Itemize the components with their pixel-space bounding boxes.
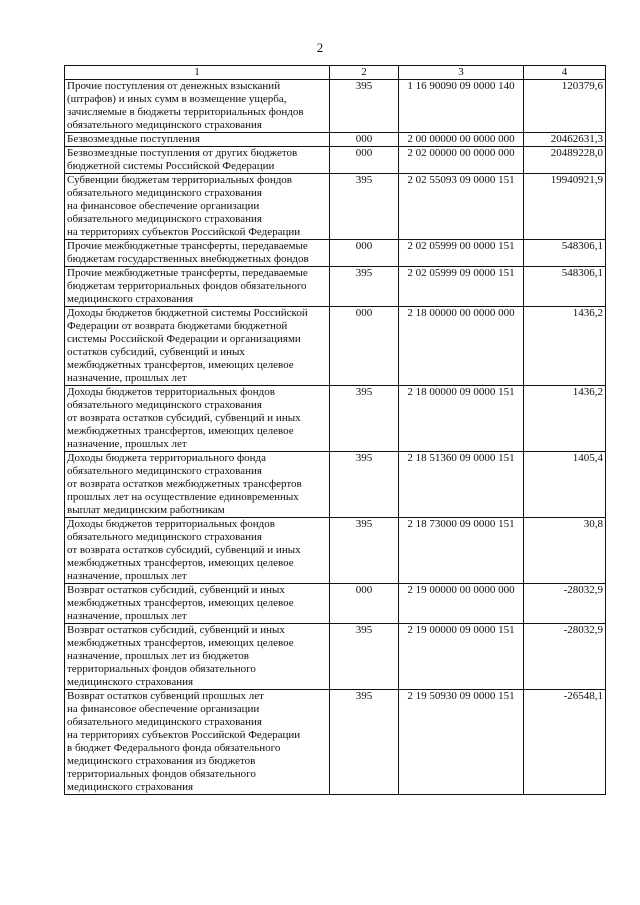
- amount-cell: -28032,9: [524, 624, 606, 690]
- table-row: [65, 147, 606, 174]
- admin-code-cell: 395: [330, 386, 399, 452]
- amount-cell: 120379,6: [524, 80, 606, 133]
- admin-code-cell: 395: [330, 452, 399, 518]
- admin-code-cell: 000: [330, 584, 399, 624]
- column-header: 3: [399, 66, 524, 80]
- budget-classification-code-cell: 2 00 00000 00 0000 000: [399, 133, 524, 147]
- table-header-row: [65, 66, 606, 80]
- amount-cell: 19940921,9: [524, 174, 606, 240]
- column-header: 2: [330, 66, 399, 80]
- budget-classification-code-cell: 2 19 50930 09 0000 151: [399, 690, 524, 795]
- budget-classification-code-cell: 2 02 05999 00 0000 151: [399, 240, 524, 267]
- amount-cell: 1436,2: [524, 386, 606, 452]
- table-row: [65, 624, 606, 690]
- admin-code-cell: 000: [330, 133, 399, 147]
- budget-classification-code-cell: 2 19 00000 09 0000 151: [399, 624, 524, 690]
- admin-code-cell: 395: [330, 624, 399, 690]
- revenue-name-cell: Возврат остатков субсидий, субвенций и иных межбюджетных трансфертов, имеющих целевое назначение, прошлых лет из бюджетов территориальных фондов обязательного медицинского страхования: [65, 624, 330, 690]
- table-row: [65, 386, 606, 452]
- revenue-name-cell: Прочие поступления от денежных взысканий (штрафов) и иных сумм в возмещение ущерба, зачисляемые в бюджеты территориальных фондов обязательного медицинского страхования: [65, 80, 330, 133]
- revenue-name-cell: Доходы бюджета территориального фонда обязательного медицинского страхования от возврата остатков межбюджетных трансфертов прошлых лет на осуществление единовременных выплат медицинским работникам: [65, 452, 330, 518]
- admin-code-cell: 000: [330, 147, 399, 174]
- admin-code-cell: 395: [330, 690, 399, 795]
- amount-cell: 1405,4: [524, 452, 606, 518]
- table-row: [65, 690, 606, 795]
- amount-cell: 548306,1: [524, 240, 606, 267]
- revenue-name-cell: Прочие межбюджетные трансферты, передаваемые бюджетам государственных внебюджетных фондов: [65, 240, 330, 267]
- budget-classification-code-cell: 2 18 73000 09 0000 151: [399, 518, 524, 584]
- budget-classification-code-cell: 2 02 00000 00 0000 000: [399, 147, 524, 174]
- revenue-name-cell: Прочие межбюджетные трансферты, передаваемые бюджетам территориальных фондов обязательного медицинского страхования: [65, 267, 330, 307]
- table-row: [65, 80, 606, 133]
- revenue-name-cell: Субвенции бюджетам территориальных фондов обязательного медицинского страхования на финансовое обеспечение организации обязательного медицинского страхования на территориях субъектов Российской Федерации: [65, 174, 330, 240]
- budget-classification-code-cell: 2 19 00000 00 0000 000: [399, 584, 524, 624]
- table-row: [65, 267, 606, 307]
- table-row: [65, 240, 606, 267]
- budget-classification-code-cell: 2 18 51360 09 0000 151: [399, 452, 524, 518]
- revenue-name-cell: Доходы бюджетов территориальных фондов обязательного медицинского страхования от возврата остатков субсидий, субвенций и иных межбюджетных трансфертов, имеющих целевое назначение, прошлых лет: [65, 518, 330, 584]
- admin-code-cell: 395: [330, 80, 399, 133]
- revenue-name-cell: Доходы бюджетов территориальных фондов обязательного медицинского страхования от возврата остатков субсидий, субвенций и иных межбюджетных трансфертов, имеющих целевое назначение, прошлых лет: [65, 386, 330, 452]
- admin-code-cell: 395: [330, 267, 399, 307]
- table-row: [65, 133, 606, 147]
- table-row: [65, 518, 606, 584]
- budget-classification-code-cell: 2 18 00000 00 0000 000: [399, 307, 524, 386]
- revenue-name-cell: Безвозмездные поступления: [65, 133, 330, 147]
- admin-code-cell: 000: [330, 307, 399, 386]
- table-row: [65, 584, 606, 624]
- page-number: 2: [316, 40, 324, 55]
- budget-classification-code-cell: 2 02 05999 09 0000 151: [399, 267, 524, 307]
- column-header: 4: [524, 66, 606, 80]
- table-row: [65, 452, 606, 518]
- table-row: [65, 174, 606, 240]
- revenue-name-cell: Возврат остатков субсидий, субвенций и иных межбюджетных трансфертов, имеющих целевое назначение, прошлых лет: [65, 584, 330, 624]
- budget-classification-code-cell: 2 02 55093 09 0000 151: [399, 174, 524, 240]
- budget-classification-code-cell: 2 18 00000 09 0000 151: [399, 386, 524, 452]
- revenue-name-cell: Безвозмездные поступления от других бюджетов бюджетной системы Российской Федерации: [65, 147, 330, 174]
- revenue-name-cell: Возврат остатков субвенций прошлых лет на финансовое обеспечение организации обязательного медицинского страхования на территориях субъектов Российской Федерации в бюджет Федерального фонда обязательного медицинского страхования из бюджетов территориальных фондов обязательного медицинского страхования: [65, 690, 330, 795]
- revenue-table: [64, 65, 606, 795]
- amount-cell: 1436,2: [524, 307, 606, 386]
- amount-cell: 20489228,0: [524, 147, 606, 174]
- amount-cell: 20462631,3: [524, 133, 606, 147]
- admin-code-cell: 395: [330, 174, 399, 240]
- amount-cell: -28032,9: [524, 584, 606, 624]
- budget-classification-code-cell: 1 16 90090 09 0000 140: [399, 80, 524, 133]
- table-row: [65, 307, 606, 386]
- revenue-name-cell: Доходы бюджетов бюджетной системы Российской Федерации от возврата бюджетами бюджетной системы Российской Федерации и организациями остатков субсидий, субвенций и иных межбюджетных трансфертов, имеющих целевое назначение, прошлых лет: [65, 307, 330, 386]
- column-header: 1: [65, 66, 330, 80]
- amount-cell: 30,8: [524, 518, 606, 584]
- admin-code-cell: 395: [330, 518, 399, 584]
- amount-cell: 548306,1: [524, 267, 606, 307]
- amount-cell: -26548,1: [524, 690, 606, 795]
- admin-code-cell: 000: [330, 240, 399, 267]
